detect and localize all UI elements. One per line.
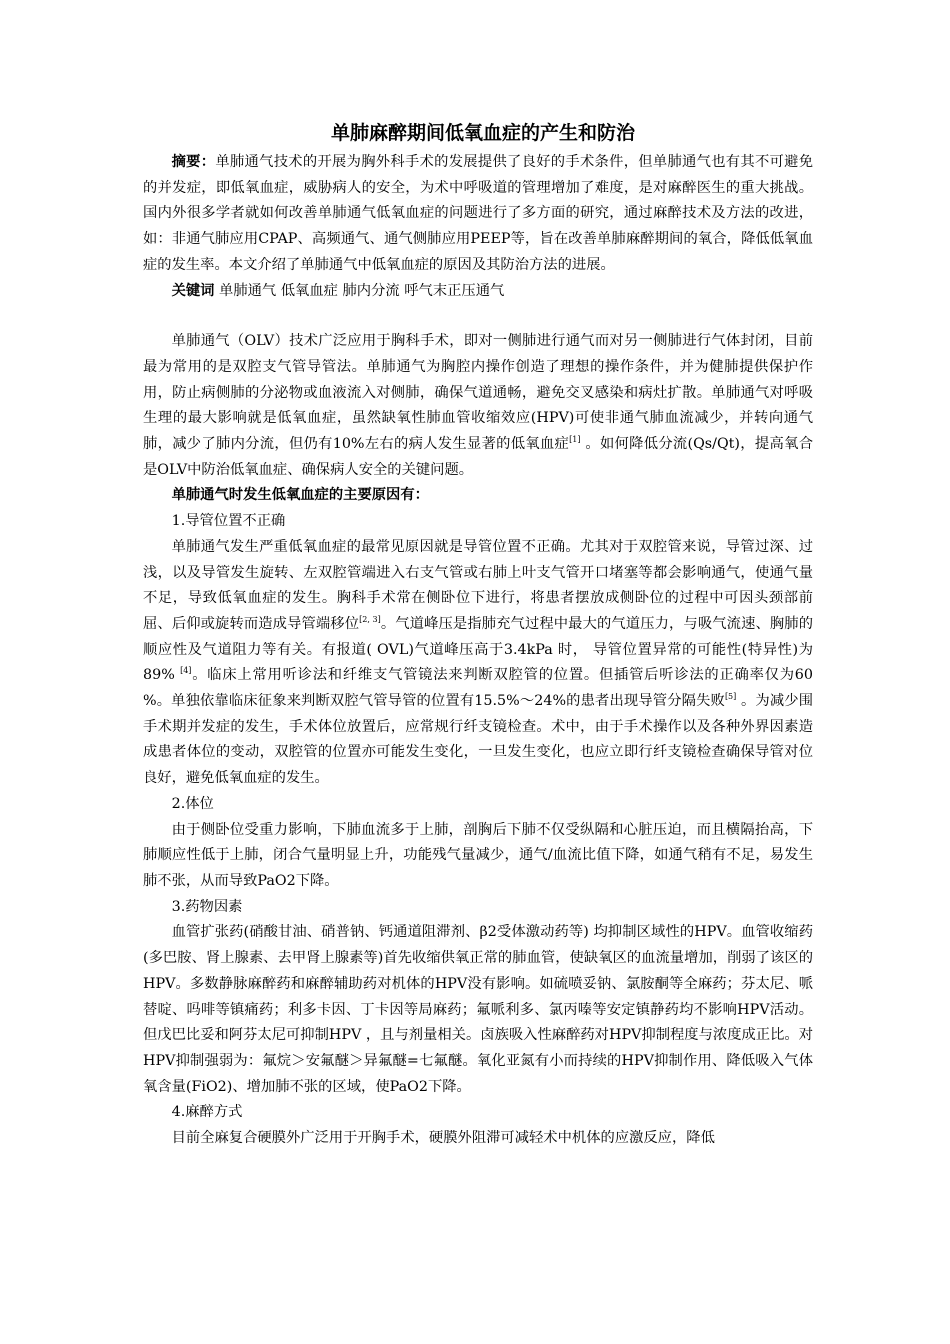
section-1-text-2: 。气道峰压是指肺充气过程中最大的气道压力，与吸气流速、胸肺的顺应性及气道阻力等有关。有报道( OVL)气道峰压高于3.4kPa 时， 导管位置异常的可能性(特异性)为89% <box>143 615 813 684</box>
section-3-heading: 3.药物因素 <box>171 898 243 915</box>
citation-ref: [1] <box>569 435 581 445</box>
keywords-label: 关键词 <box>171 282 215 299</box>
section-1-text-4: 。为减少围手术期并发症的发生，手术体位放置后，应常规行纤支镜检查。术中，由于手术操作以及各种外界因素造成患者体位的变动，双腔管的位置亦可能发生变化，一旦发生变化，也应立即行纤支镜检查确保导管对位良好，避免低氧血症的发生。 <box>143 693 813 787</box>
citation-ref: [4] <box>180 666 192 676</box>
citation-ref: [5] <box>724 692 737 702</box>
abstract-text: 单肺通气技术的开展为胸外科手术的发展提供了良好的手术条件，但单肺通气也有其不可避免的并发症，即低氧血症，威胁病人的安全，为术中呼吸道的管理增加了难度，是对麻醉医生的重大挑战。国内外很多学者就如何改善单肺通气低氧血症的问题进行了多方面的研究，通过麻醉技术及方法的改进，如：非通气肺应用CPAP、高频通气、通气侧肺应用PEEP等，旨在改善单肺麻醉期间的氧合，降低低氧血症的发生率。本文介绍了单肺通气中低氧血症的原因及其防治方法的进展。 <box>143 154 814 273</box>
section-2-paragraph: 由于侧卧位受重力影响，下肺血流多于上肺，剖胸后下肺不仅受纵隔和心脏压迫，而且横隔抬高，下肺顺应性低于上肺，闭合气量明显上升，功能残气量减少，通气/血流比值下降，如通气稍有不足，易发生肺不张，从而导致PaO2下降。 <box>143 821 813 889</box>
keywords-text: 单肺通气 低氧血症 肺内分流 呼气末正压通气 <box>214 282 505 299</box>
document-title: 单肺麻醉期间低氧血症的产生和防治 <box>330 122 635 144</box>
section-4-heading: 4.麻醉方式 <box>171 1104 243 1121</box>
abstract-label: 摘要： <box>171 154 216 170</box>
abstract-paragraph <box>143 150 813 279</box>
section-4-paragraph: 目前全麻复合硬膜外广泛用于开胸手术，硬膜外阻滞可减轻术中机体的应激反应，降低 <box>171 1130 715 1147</box>
section-1-text-3: 。临床上常用听诊法和纤维支气管镜法来判断双腔管的位置。但插管后听诊法的正确率仅为60 %。单独依靠临床征象来判断双腔气管导管的位置有15.5%～24%的患者出现导管分隔失败 <box>143 667 813 710</box>
section-3-paragraph: 血管扩张药(硝酸甘油、硝普钠、钙通道阻滞剂、β2受体激动药等) 均抑制区域性的HPV。血管收缩药(多巴胺、肾上腺素、去甲肾上腺素等)首先收缩供氧正常的肺血管，使缺氧区的血流量增加，削弱了该区的HPV。多数静脉麻醉药和麻醉辅助药对机体的HPV没有影响。如硫喷妥钠、氯胺酮等全麻药；芬太尼、哌替啶、吗啡等镇痛药；利多卡因、丁卡因等局麻药；氟哌利多、氯丙嗪等安定镇静药均不影响HPV活动。但戊巴比妥和阿芬太尼可抑制HPV ，且与剂量相关。卤族吸入性麻醉药对HPV抑制程度与浓度成正比。对HPV抑制强弱为：氟烷＞安氟醚＞异氟醚=七氟醚。氧化亚氮有小而持续的HPV抑制作用、降低吸入气体氧含量(FiO2)、增加肺不张的区域，使PaO2下降。 <box>143 924 813 1095</box>
section-2-heading: 2.体位 <box>171 795 214 812</box>
intro-paragraph <box>143 329 813 483</box>
causes-heading: 单肺通气时发生低氧血症的主要原因有： <box>171 487 429 504</box>
intro-text-2: 。如何降低分流(Qs/Qt)，提高氧合是OLV中防治低氧血症、确保病人安全的关键问题。 <box>143 436 813 478</box>
section-1-heading: 1.导管位置不正确 <box>171 513 286 530</box>
citation-ref: [2, 3] <box>359 614 381 624</box>
spacer <box>143 304 813 329</box>
section-1-paragraph <box>143 535 813 792</box>
intro-text-1: 单肺通气（OLV）技术广泛应用于胸科手术，即对一侧肺进行通气而对另一侧肺进行气体封闭，目前最为常用的是双腔支气管导管法。单肺通气为胸腔内操作创造了理想的操作条件，并为健肺提供保护作用，防止病侧肺的分泌物或血液流入对侧肺，确保气道通畅，避免交叉感染和病灶扩散。单肺通气对呼吸生理的最大影响就是低氧血症，虽然缺氧性肺血管收缩效应(HPV)可使非通气肺血流减少，并转向通气肺，减少了肺内分流，但仍有10%左右的病人发生显著的低氧血症 <box>143 333 813 453</box>
keywords-paragraph <box>143 279 813 305</box>
section-1-text-1: 单肺通气发生严重低氧血症的最常见原因就是导管位置不正确。尤其对于双腔管来说，导管过深、过浅，以及导管发生旋转、左双腔管端进入右支气管或右肺上叶支气管开口堵塞等都会影响通气，使通气量不足，导致低氧血症的发生。胸科手术常在侧卧位下进行，将患者摆放成侧卧位的过程中可因头颈部前屈、后仰或旋转而造成导管端移位 <box>143 538 813 632</box>
